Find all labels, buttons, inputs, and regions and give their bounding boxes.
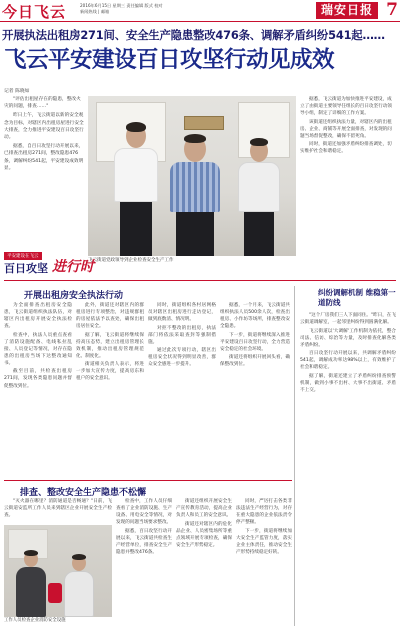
- article-paragraph: "灭火器在哪里？消防通道是否畅通？"日前，飞云街道安监所工作人员来到辖区企业开展安全生产检查。: [4, 499, 112, 519]
- photo-person-legs: [176, 212, 214, 256]
- masthead-meta: [80, 3, 250, 14]
- safety-column-2: [116, 498, 172, 626]
- article-paragraph: 据悉，一个月来，飞云街道共组织执法人员500余人次，检查出租房、小作坊等场所，排查整改安全隐患。: [220, 303, 290, 330]
- article-paragraph: 通过此次专项行动，辖区出租房安全状况得到明显改善，群众安全感进一步提升。: [148, 348, 216, 368]
- photo-person-hair: [184, 134, 206, 143]
- article-paragraph: 下一步，街道将继续加大安全生产监管力度，落实企业主体责任，推动安全生产形势持续稳定好转。: [236, 528, 292, 555]
- photo-person-shirt: [170, 162, 220, 212]
- photo-person-hair: [24, 550, 38, 556]
- article-paragraph: 同时，街道组织各村居网格员对辖区出租房进行走访登记，做到底数清、情况明。: [148, 303, 216, 323]
- safety-column-1: [4, 498, 112, 524]
- safety-column-3: [176, 498, 232, 626]
- intro-paragraph: 据悉，自百日攻坚行动开展以来，已排查出租房271间，整改隐患476条，调解纠纷541起，平安建设成效明显。: [4, 144, 84, 171]
- article-paragraph: 为全面排查出租房安全隐患，飞云街道组织执法队伍，对辖区内出租房开展安全执法检查。: [4, 303, 72, 330]
- subheadline: 开展执法出租房271间、安全生产隐患整改476条、调解矛盾纠纷541起……: [2, 28, 385, 42]
- article-paragraph: 此外，街道还对辖区内的群租房进行专项整治，对违规群租的房屋依法予以查处，确保出租房居住安全。: [76, 303, 144, 330]
- article-paragraph: 街道还对辖区内的危化品企业、人员密集场所等重点领域开展专项检查，确保安全生产形势稳定。: [176, 521, 232, 548]
- article-paragraph: 街道还将组织开展回头看，确保整改到位。: [220, 355, 290, 368]
- rental-column-4: [220, 302, 290, 477]
- section-divider: [4, 480, 292, 481]
- main-headline: 飞云平安建设百日攻坚行动见成效: [4, 47, 335, 73]
- photo-person-shirt: [16, 567, 46, 617]
- intro-column: [4, 96, 84, 271]
- section-heading-safety: 排查、整改安全生产隐患不松懈: [20, 488, 147, 498]
- photo-person-hair: [72, 554, 86, 560]
- photo-person-legs: [244, 212, 274, 256]
- article-paragraph: 下一步，街道将继续深入推进平安建设百日攻坚行动，全力营造安全稳定的社会环境。: [220, 332, 290, 352]
- feature-banner: [4, 252, 94, 276]
- photo-caption: 工作人员检查企业消防安全设施: [4, 618, 66, 623]
- photo-person-shirt: [114, 148, 158, 202]
- masthead: [0, 0, 400, 22]
- photo-person-hair: [250, 138, 268, 146]
- right-paragraph: 据悉，飞云街道为加快推进平安建设，成立了由街道主要领导任组长的百日攻坚行动领导小组，制定了详细的工作方案。: [300, 97, 392, 117]
- main-photo: [88, 96, 296, 256]
- newspaper-logo: 瑞安日报: [316, 2, 378, 19]
- photo-person-legs: [120, 202, 152, 256]
- rental-column-3: [148, 302, 216, 477]
- article-paragraph: 据悉，百日攻坚行动开展以来，飞云街道共检查生产经营单位，排查安全生产隐患并整改476条。: [116, 528, 172, 555]
- banner-title: 百日攻坚: [4, 262, 48, 275]
- photo-person-shirt: [64, 571, 94, 617]
- page-number: 7: [386, 0, 398, 20]
- byline: 记者 陈晓如: [4, 89, 30, 94]
- section-title: 今日飞云: [2, 3, 67, 21]
- masthead-meta-line: 2016年6月15日 星期三 责任编辑 版式 校对: [80, 3, 163, 8]
- safety-column-4: [236, 498, 292, 626]
- rental-column-2: [76, 302, 144, 477]
- article-paragraph: 百日攻坚行动开展以来，共调解矛盾纠纷541起，调解成功率达98%以上，有效维护了社会和谐稳定。: [300, 351, 396, 371]
- article-paragraph: 检查中，工作人员仔细查看了企业消防设施、生产设备、用电安全等情况，对发现的问题当场要求整改。: [116, 499, 172, 526]
- article-paragraph: 截至目前，共检查出租房271间，发现各类隐患问题并督促整改到位。: [4, 369, 72, 389]
- rental-column-1: [4, 302, 72, 477]
- right-paragraph: 该街道还组织执法力量，对辖区内的出租房、企业、商铺等开展全面排查，对发现的问题当场督促整改，确保不留死角。: [300, 119, 392, 139]
- photo-person-hair: [126, 122, 146, 132]
- dispute-column: [300, 312, 396, 627]
- article-paragraph: 飞云街道以'大调解'工作机制为依托，整合司法、信访、综治等力量，及时排查化解各类矛盾纠纷。: [300, 328, 396, 348]
- section-heading-dispute: 纠纷调解机制 维稳第一道防线: [318, 288, 396, 307]
- banner-tag: 平安建设在飞云: [4, 252, 42, 260]
- right-column: [300, 96, 396, 271]
- article-paragraph: 街道还组织开展安全生产宣传教育活动，提高企业负责人和员工的安全意识。: [176, 499, 232, 519]
- section-heading-rental: 开展出租房安全执法行动: [24, 291, 124, 301]
- right-paragraph: 同时，街道还加强矛盾纠纷排查调处，切实维护社会和谐稳定。: [300, 142, 392, 155]
- banner-brush-text: 进行时: [52, 259, 94, 275]
- masthead-meta-line: 新闻热线 | 邮箱: [80, 8, 110, 14]
- article-paragraph: 同时，严厉打击各类非法违法生产经营行为，对存在重大隐患的企业依法责令停产整顿。: [236, 499, 292, 526]
- photo-person-shirt: [238, 162, 280, 212]
- photo-plaque: [184, 116, 224, 130]
- article-paragraph: 街道相关负责人表示，将进一步加大宣传力度，提高房东和租户的安全意识。: [76, 362, 144, 382]
- column-divider: [294, 286, 295, 626]
- secondary-photo: [4, 525, 112, 617]
- article-paragraph: 对拒不整改的出租房，执法部门将依法采取查封等强制措施。: [148, 325, 216, 345]
- photo-caption: 飞云街道党政领导到企业检查安全生产工作: [88, 258, 174, 263]
- intro-paragraph: 昨日上午，飞云街道以新的安全观念为目标，对辖区内出租房屋进行安全大排查，全力推进平安建设百日攻坚行动。: [4, 113, 84, 141]
- article-paragraph: 据了解，街道还建立了矛盾纠纷排查预警机制，做到小事不出村、大事不出街道、矛盾不上交。: [300, 373, 396, 393]
- article-paragraph: 据了解，飞云街道将继续保持高压态势，建立出租房管理长效机制，推动出租房管理规范化、制度化。: [76, 332, 144, 359]
- fire-extinguisher: [48, 583, 62, 603]
- intro-paragraph: "评估出租屋存在的隐患，整改火灾的问题，排查……": [4, 97, 81, 110]
- section-divider: [4, 280, 396, 281]
- article-paragraph: "这个厂房我们三人下面同住。"昨日，在飞云街道调解室，一起邻里纠纷得到圆满化解。: [300, 313, 396, 326]
- article-paragraph: 检查中，执法人员重点查看了消防设施配备、电线私拉乱接、人员登记等情况，对存在隐患的出租房当场下达整改通知书。: [4, 332, 72, 366]
